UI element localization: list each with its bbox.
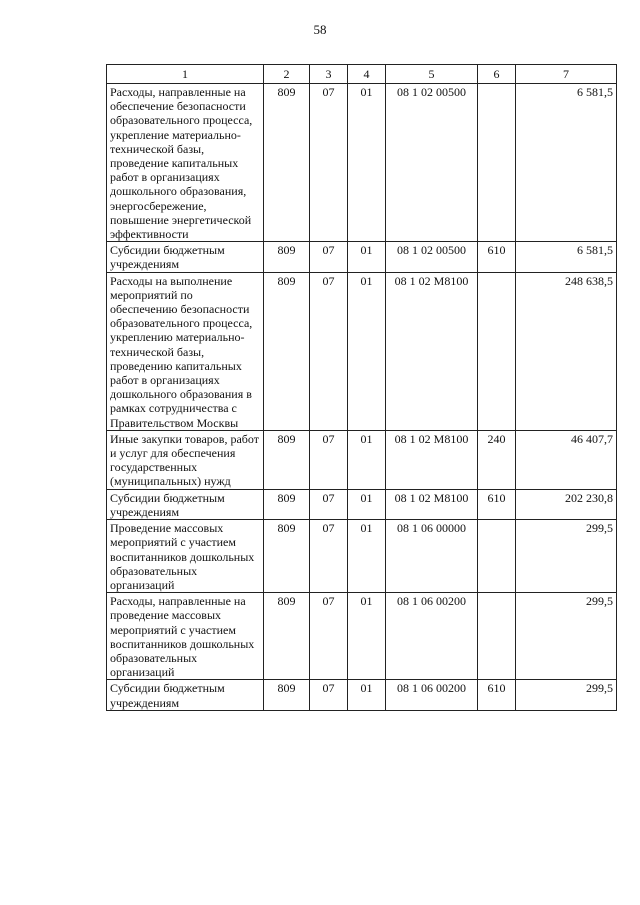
cell-section: 07 bbox=[310, 520, 348, 593]
cell-expense-type bbox=[478, 272, 516, 430]
cell-expense-type bbox=[478, 520, 516, 593]
cell-grbs: 809 bbox=[264, 593, 310, 680]
cell-expense-type: 240 bbox=[478, 430, 516, 489]
cell-grbs: 809 bbox=[264, 430, 310, 489]
cell-section: 07 bbox=[310, 84, 348, 242]
header-col-6: 6 bbox=[478, 65, 516, 84]
page-number: 58 bbox=[313, 22, 327, 37]
cell-section: 07 bbox=[310, 680, 348, 710]
header-col-5: 5 bbox=[386, 65, 478, 84]
cell-grbs: 809 bbox=[264, 680, 310, 710]
cell-subsection: 01 bbox=[348, 430, 386, 489]
header-col-4: 4 bbox=[348, 65, 386, 84]
cell-target-article: 08 1 06 00200 bbox=[386, 680, 478, 710]
cell-name: Расходы, направленные на проведение массовых мероприятий с участием воспитанников дошкольных образовательных организаций bbox=[107, 593, 264, 680]
table-body bbox=[107, 84, 617, 711]
cell-subsection: 01 bbox=[348, 84, 386, 242]
cell-name: Субсидии бюджетным учреждениям bbox=[107, 489, 264, 519]
table-row bbox=[107, 84, 617, 242]
cell-section: 07 bbox=[310, 489, 348, 519]
cell-name: Проведение массовых мероприятий с участием воспитанников дошкольных образовательных организаций bbox=[107, 520, 264, 593]
cell-amount: 299,5 bbox=[516, 520, 617, 593]
budget-table bbox=[106, 64, 617, 711]
table-row bbox=[107, 430, 617, 489]
cell-grbs: 809 bbox=[264, 489, 310, 519]
table-row bbox=[107, 489, 617, 519]
cell-grbs: 809 bbox=[264, 242, 310, 272]
cell-expense-type: 610 bbox=[478, 680, 516, 710]
cell-grbs: 809 bbox=[264, 84, 310, 242]
cell-target-article: 08 1 02 M8100 bbox=[386, 272, 478, 430]
cell-target-article: 08 1 02 00500 bbox=[386, 84, 478, 242]
cell-section: 07 bbox=[310, 593, 348, 680]
cell-name: Расходы на выполнение мероприятий по обеспечению безопасности образовательного процесса, укреплению материально-технической базы, проведению капитальных работ в организациях дошкольного образования в рамках сотрудничества с Правительством Москвы bbox=[107, 272, 264, 430]
cell-name: Иные закупки товаров, работ и услуг для обеспечения государственных (муниципальных) нужд bbox=[107, 430, 264, 489]
cell-subsection: 01 bbox=[348, 593, 386, 680]
cell-subsection: 01 bbox=[348, 272, 386, 430]
cell-subsection: 01 bbox=[348, 242, 386, 272]
cell-expense-type: 610 bbox=[478, 242, 516, 272]
cell-target-article: 08 1 02 M8100 bbox=[386, 489, 478, 519]
cell-subsection: 01 bbox=[348, 680, 386, 710]
cell-expense-type: 610 bbox=[478, 489, 516, 519]
cell-amount: 6 581,5 bbox=[516, 242, 617, 272]
header-row bbox=[107, 65, 617, 84]
cell-section: 07 bbox=[310, 272, 348, 430]
table-row bbox=[107, 680, 617, 710]
cell-target-article: 08 1 02 00500 bbox=[386, 242, 478, 272]
table-header bbox=[107, 65, 617, 84]
cell-name: Расходы, направленные на обеспечение безопасности образовательного процесса, укрепление материально-технической базы, проведение капитальных работ в организациях дошкольного образования, энергосбережение, повышение энергетической эффективности bbox=[107, 84, 264, 242]
table-row bbox=[107, 520, 617, 593]
header-col-7: 7 bbox=[516, 65, 617, 84]
cell-grbs: 809 bbox=[264, 272, 310, 430]
cell-expense-type bbox=[478, 84, 516, 242]
cell-name: Субсидии бюджетным учреждениям bbox=[107, 680, 264, 710]
header-col-2: 2 bbox=[264, 65, 310, 84]
cell-subsection: 01 bbox=[348, 489, 386, 519]
cell-grbs: 809 bbox=[264, 520, 310, 593]
header-col-1: 1 bbox=[107, 65, 264, 84]
cell-expense-type bbox=[478, 593, 516, 680]
cell-amount: 248 638,5 bbox=[516, 272, 617, 430]
header-col-3: 3 bbox=[310, 65, 348, 84]
cell-amount: 6 581,5 bbox=[516, 84, 617, 242]
cell-subsection: 01 bbox=[348, 520, 386, 593]
cell-target-article: 08 1 06 00000 bbox=[386, 520, 478, 593]
cell-target-article: 08 1 06 00200 bbox=[386, 593, 478, 680]
cell-name: Субсидии бюджетным учреждениям bbox=[107, 242, 264, 272]
table-row bbox=[107, 593, 617, 680]
cell-amount: 299,5 bbox=[516, 593, 617, 680]
table-row bbox=[107, 272, 617, 430]
table-row bbox=[107, 242, 617, 272]
cell-section: 07 bbox=[310, 242, 348, 272]
cell-amount: 299,5 bbox=[516, 680, 617, 710]
cell-amount: 46 407,7 bbox=[516, 430, 617, 489]
cell-amount: 202 230,8 bbox=[516, 489, 617, 519]
cell-target-article: 08 1 02 M8100 bbox=[386, 430, 478, 489]
cell-section: 07 bbox=[310, 430, 348, 489]
